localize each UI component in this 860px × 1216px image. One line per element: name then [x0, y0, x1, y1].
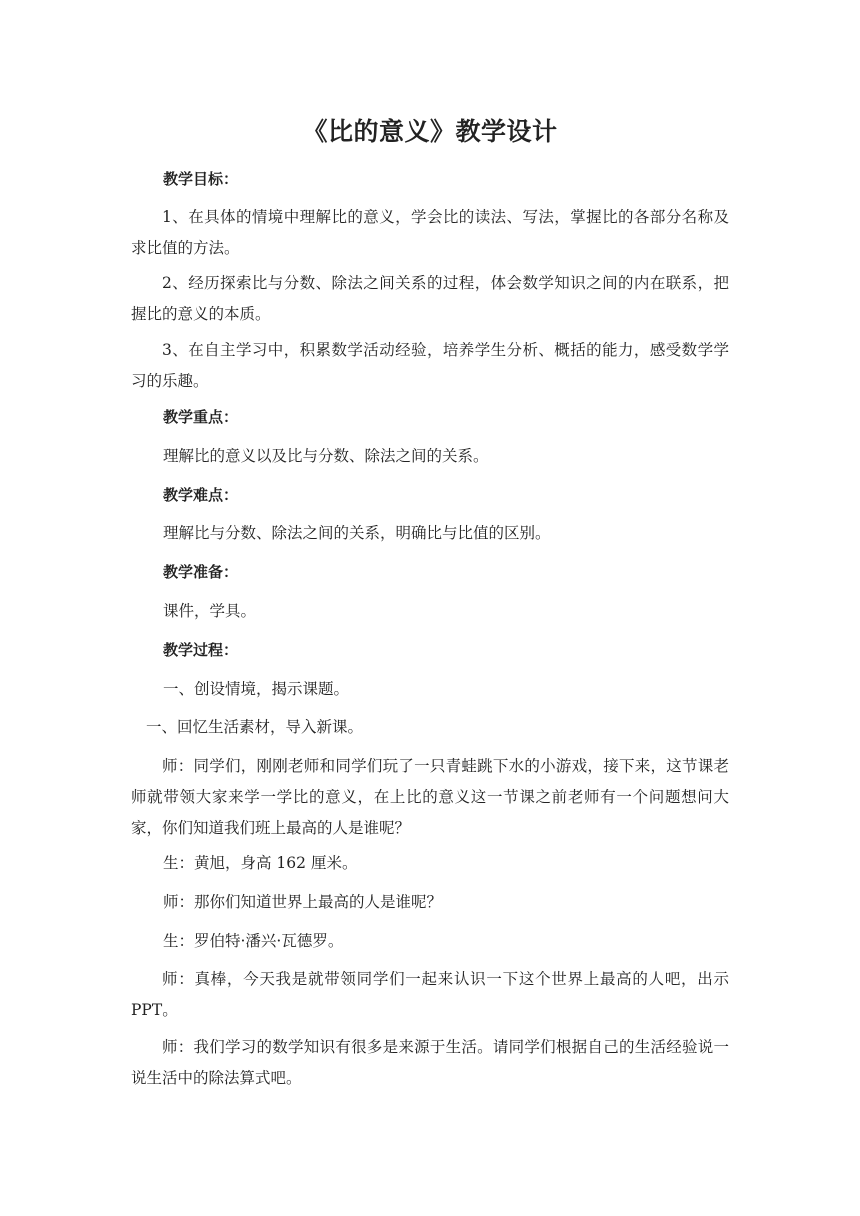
objectives-heading: 教学目标： — [163, 170, 239, 188]
difficult-points-heading: 教学难点： — [163, 486, 239, 504]
process-section-1: 一、创设情境，揭示课题。 — [163, 680, 350, 698]
key-points-text: 理解比的意义以及比与分数、除法之间的关系。 — [163, 447, 489, 465]
difficult-points-text: 理解比与分数、除法之间的关系，明确比与比值的区别。 — [163, 524, 551, 542]
dialogue-paragraph: 生：罗伯特·潘兴·瓦德罗。 — [163, 932, 344, 950]
process-subsection-1: 一、回忆生活素材，导入新课。 — [146, 718, 364, 736]
dialogue-paragraph: 生：黄旭，身高 162 厘米。 — [163, 854, 358, 872]
document-title: 《比的意义》教学设计 — [302, 117, 558, 146]
objective-1: 1、在具体的情境中理解比的意义，学会比的读法、写法，掌握比的各部分名称及求比值的方法。 — [131, 208, 729, 257]
dialogue-paragraph: 师：我们学习的数学知识有很多是来源于生活。请同学们根据自己的生活经验说一说生活中的除法算式吧。 — [131, 1038, 729, 1087]
key-points-heading: 教学重点： — [163, 408, 239, 426]
process-heading: 教学过程： — [163, 641, 239, 659]
dialogue-paragraph: 师：真棒，今天我是就带领同学们一起来认识一下这个世界上最高的人吧，出示 PPT。 — [131, 970, 729, 1019]
dialogue-paragraph: 师：那你们知道世界上最高的人是谁呢？ — [163, 893, 443, 911]
objective-3: 3、在自主学习中，积累数学活动经验，培养学生分析、概括的能力，感受数学学习的乐趣。 — [131, 341, 729, 390]
objective-2: 2、经历探索比与分数、除法之间关系的过程，体会数学知识之间的内在联系，把握比的意义的本质。 — [131, 274, 729, 323]
dialogue-paragraph: 师：同学们，刚刚老师和同学们玩了一只青蛙跳下水的小游戏，接下来，这节课老师就带领大家来学一学比的意义，在上比的意义这一节课之前老师有一个问题想问大家，你们知道我们班上最高的人是谁呢？ — [131, 757, 729, 837]
preparation-text: 课件，学具。 — [163, 602, 257, 620]
preparation-heading: 教学准备： — [163, 563, 239, 581]
